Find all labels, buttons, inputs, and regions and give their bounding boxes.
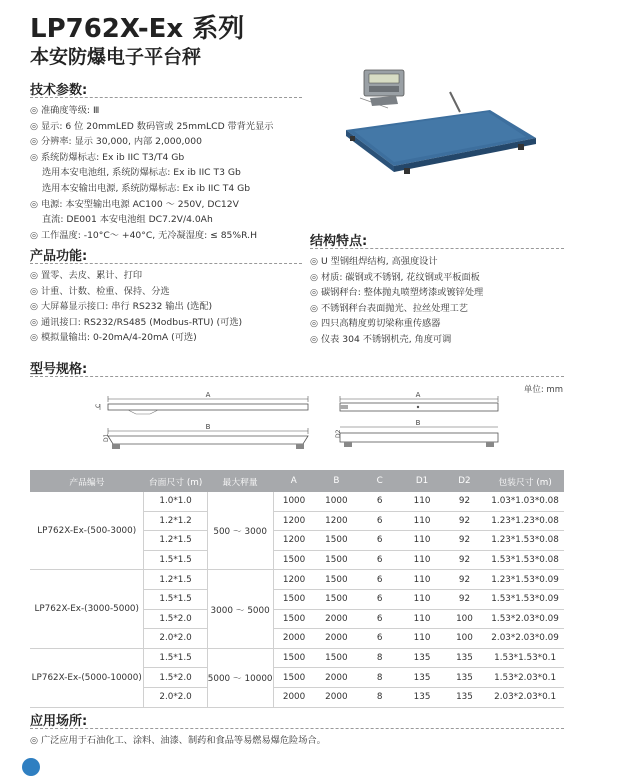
bullet-icon: ◎ bbox=[310, 318, 319, 330]
table-cell: 135 bbox=[443, 687, 486, 707]
column-header: C bbox=[358, 470, 401, 492]
table-cell: 1500 bbox=[273, 648, 315, 668]
table-cell: 1.2*1.5 bbox=[144, 531, 207, 551]
table-cell: 92 bbox=[443, 570, 486, 590]
table-cell: 110 bbox=[401, 531, 442, 551]
bullet-icon: ◎ bbox=[30, 316, 39, 328]
table-cell: 1.2*1.2 bbox=[144, 511, 207, 531]
brand-dot-icon bbox=[22, 758, 40, 776]
table-cell: 6 bbox=[358, 511, 401, 531]
table-cell: 2000 bbox=[315, 609, 359, 629]
table-cell: 6 bbox=[358, 531, 401, 551]
table-cell: 6 bbox=[358, 609, 401, 629]
bullet-icon: ◎ bbox=[310, 333, 319, 345]
tech-spec-list bbox=[30, 103, 274, 243]
table-cell: 1.23*1.53*0.09 bbox=[486, 570, 564, 590]
table-cell: 92 bbox=[443, 550, 486, 570]
table-cell: 1.5*2.0 bbox=[144, 668, 207, 688]
table-cell: 1.53*1.53*0.09 bbox=[486, 589, 564, 609]
structure-item: ◎ 仪表 304 不锈钢机壳, 角度可调 bbox=[310, 332, 483, 348]
column-header: 产品编号 bbox=[30, 470, 144, 492]
section-heading-tech: 技术参数: bbox=[30, 83, 88, 98]
model-spec-table bbox=[30, 470, 564, 708]
table-cell: 1.53*2.03*0.1 bbox=[486, 668, 564, 688]
bullet-icon: ◎ bbox=[30, 151, 39, 163]
bullet-icon: ◎ bbox=[30, 105, 39, 116]
table-row bbox=[30, 570, 564, 590]
page-title: LP762X-Ex 系列 bbox=[30, 14, 245, 44]
table-cell: 110 bbox=[401, 629, 442, 649]
table-cell: 1.23*1.53*0.08 bbox=[486, 531, 564, 551]
bullet-icon: ◎ bbox=[30, 229, 39, 241]
table-row bbox=[30, 492, 564, 511]
model-number-cell: LP762X-Ex-(500-3000) bbox=[30, 492, 144, 570]
table-cell: 6 bbox=[358, 589, 401, 609]
tech-spec-item: 选用本安输出电源, 系统防爆标志: Ex ib IIC T4 Gb bbox=[42, 182, 251, 194]
function-item: ◎ 通讯接口: RS232/RS485 (Modbus-RTU) (可选) bbox=[30, 315, 242, 331]
table-cell: 110 bbox=[401, 492, 442, 511]
table-cell: 1.0*1.0 bbox=[144, 492, 207, 511]
tech-spec-item: ◎ 显示: 6 位 20mmLED 数码管或 25mmLCD 带背光显示 bbox=[30, 119, 274, 135]
table-cell: 1200 bbox=[273, 511, 315, 531]
bullet-icon: ◎ bbox=[30, 198, 39, 210]
bullet-icon: ◎ bbox=[30, 735, 39, 746]
tech-spec-item: ◎ 电源: 本安型输出电源 AC100 ～ 250V, DC12V bbox=[30, 197, 274, 213]
table-cell: 135 bbox=[443, 648, 486, 668]
max-capacity-cell: 5000 ～ 10000 bbox=[207, 648, 273, 707]
tech-spec-item: ◎ 工作温度: -10°C～ +40°C, 无冷凝湿度: ≤ 85%R.H bbox=[30, 228, 274, 244]
divider bbox=[310, 248, 564, 249]
column-header: 台面尺寸 (m) bbox=[144, 470, 207, 492]
table-cell: 110 bbox=[401, 570, 442, 590]
table-cell: 1500 bbox=[315, 589, 359, 609]
model-number-cell: LP762X-Ex-(5000-10000) bbox=[30, 648, 144, 707]
structure-item: ◎ U 型钢组焊结构, 高强度设计 bbox=[310, 254, 483, 270]
table-cell: 135 bbox=[401, 648, 442, 668]
table-cell: 110 bbox=[401, 511, 442, 531]
table-cell: 1500 bbox=[273, 589, 315, 609]
bullet-icon: ◎ bbox=[30, 120, 39, 132]
table-header-row bbox=[30, 470, 564, 492]
table-cell: 1500 bbox=[273, 609, 315, 629]
table-cell: 6 bbox=[358, 492, 401, 511]
table-cell: 2.03*2.03*0.1 bbox=[486, 687, 564, 707]
table-cell: 1000 bbox=[273, 492, 315, 511]
section-heading-functions: 产品功能: bbox=[30, 249, 88, 264]
tech-spec-item: ◎ 分辨率: 显示 30,000, 内部 2,000,000 bbox=[30, 134, 274, 150]
bullet-icon: ◎ bbox=[30, 285, 39, 297]
table-cell: 1.2*1.5 bbox=[144, 570, 207, 590]
table-cell: 1500 bbox=[315, 550, 359, 570]
table-cell: 1500 bbox=[273, 668, 315, 688]
structure-item: ◎ 不锈钢秤台表面抛光、拉丝处理工艺 bbox=[310, 301, 483, 317]
table-cell: 1.53*2.03*0.09 bbox=[486, 609, 564, 629]
column-header: A bbox=[273, 470, 315, 492]
dim-label-d1: D1 bbox=[103, 433, 110, 442]
structure-item: ◎ 材质: 碳钢或不锈钢, 花纹钢或平板面板 bbox=[310, 270, 483, 286]
table-cell: 1500 bbox=[315, 648, 359, 668]
page-subtitle: 本安防爆电子平台秤 bbox=[30, 46, 202, 68]
bullet-icon: ◎ bbox=[310, 256, 319, 267]
table-cell: 1.5*1.5 bbox=[144, 550, 207, 570]
column-header: D2 bbox=[443, 470, 486, 492]
side-view-diagram bbox=[95, 391, 318, 458]
table-cell: 1200 bbox=[273, 570, 315, 590]
dim-label-b: B bbox=[205, 423, 211, 431]
table-cell: 1500 bbox=[315, 531, 359, 551]
table-cell: 8 bbox=[358, 648, 401, 668]
divider bbox=[30, 263, 302, 264]
svg-text:A: A bbox=[415, 391, 421, 399]
table-cell: 6 bbox=[358, 629, 401, 649]
table-cell: 1000 bbox=[315, 492, 359, 511]
table-cell: 1.53*1.53*0.1 bbox=[486, 648, 564, 668]
table-cell: 6 bbox=[358, 570, 401, 590]
table-cell: 2.0*2.0 bbox=[144, 629, 207, 649]
unit-label: 单位: mm bbox=[523, 385, 563, 395]
table-cell: 135 bbox=[401, 668, 442, 688]
table-cell: 1.5*1.5 bbox=[144, 648, 207, 668]
table-cell: 2000 bbox=[315, 668, 359, 688]
table-cell: 92 bbox=[443, 589, 486, 609]
table-cell: 92 bbox=[443, 492, 486, 511]
table-cell: 100 bbox=[443, 609, 486, 629]
column-header: D1 bbox=[401, 470, 442, 492]
bullet-icon: ◎ bbox=[30, 332, 39, 344]
table-cell: 2000 bbox=[273, 687, 315, 707]
tech-spec-item: ◎ 系统防爆标志: Ex ib IIC T3/T4 Gb bbox=[30, 150, 274, 166]
dim-label-c: C bbox=[95, 403, 102, 408]
table-cell: 1.53*1.53*0.08 bbox=[486, 550, 564, 570]
table-cell: 1200 bbox=[273, 531, 315, 551]
tech-spec-item: 选用本安电池组, 系统防爆标志: Ex ib IIC T3 Gb bbox=[42, 167, 241, 179]
section-heading-application: 应用场所: bbox=[30, 714, 88, 729]
section-heading-structure: 结构特点: bbox=[310, 234, 368, 249]
column-header: 最大秤量 bbox=[207, 470, 273, 492]
bullet-icon: ◎ bbox=[310, 302, 319, 314]
model-number-cell: LP762X-Ex-(3000-5000) bbox=[30, 570, 144, 648]
table-row bbox=[30, 648, 564, 668]
section-heading-models: 型号规格: bbox=[30, 362, 88, 377]
table-cell: 135 bbox=[401, 687, 442, 707]
structure-item: ◎ 碳钢秤台: 整体抛丸喷塑烤漆或镀锌处理 bbox=[310, 285, 483, 301]
platform-scale-photo bbox=[340, 68, 540, 186]
table-cell: 92 bbox=[443, 531, 486, 551]
table-cell: 2.03*2.03*0.09 bbox=[486, 629, 564, 649]
max-capacity-cell: 3000 ～ 5000 bbox=[207, 570, 273, 648]
divider bbox=[30, 728, 564, 729]
table-cell: 1500 bbox=[315, 570, 359, 590]
max-capacity-cell: 500 ～ 3000 bbox=[207, 492, 273, 570]
table-cell: 2000 bbox=[315, 629, 359, 649]
table-cell: 1200 bbox=[315, 511, 359, 531]
structure-list bbox=[310, 254, 483, 348]
structure-item: ◎ 四只高精度剪切梁称重传感器 bbox=[310, 316, 483, 332]
table-cell: 8 bbox=[358, 687, 401, 707]
top-view-diagram bbox=[318, 392, 502, 458]
table-cell: 8 bbox=[358, 668, 401, 688]
bullet-icon: ◎ bbox=[310, 287, 319, 299]
application-text: ◎ 广泛应用于石油化工、涂料、油漆、制药和食品等易燃易爆危险场合。 bbox=[30, 735, 326, 746]
table-cell: 2.0*2.0 bbox=[144, 687, 207, 707]
tech-spec-item: 直流: DE001 本安电池组 DC7.2V/4.0Ah bbox=[42, 214, 213, 226]
table-cell: 1.5*1.5 bbox=[144, 589, 207, 609]
column-header: 包装尺寸 (m) bbox=[486, 470, 564, 492]
bullet-icon: ◎ bbox=[30, 301, 39, 313]
svg-text:B: B bbox=[415, 419, 421, 427]
table-cell: 110 bbox=[401, 589, 442, 609]
table-cell: 1.5*2.0 bbox=[144, 609, 207, 629]
table-cell: 1.03*1.03*0.08 bbox=[486, 492, 564, 511]
table-cell: 92 bbox=[443, 511, 486, 531]
function-item: ◎ 模拟量输出: 0-20mA/4-20mA (可选) bbox=[30, 330, 242, 346]
bullet-icon: ◎ bbox=[310, 271, 319, 283]
divider bbox=[30, 376, 564, 377]
column-header: B bbox=[315, 470, 359, 492]
function-list bbox=[30, 268, 242, 346]
table-cell: 2000 bbox=[315, 687, 359, 707]
table-cell: 1500 bbox=[273, 550, 315, 570]
function-item: ◎ 大屏幕显示接口: 串行 RS232 输出 (选配) bbox=[30, 299, 242, 315]
table-cell: 6 bbox=[358, 550, 401, 570]
function-item: ◎ 计重、计数、检重、保持、分选 bbox=[30, 284, 242, 300]
table-cell: 100 bbox=[443, 629, 486, 649]
table-cell: 1.23*1.23*0.08 bbox=[486, 511, 564, 531]
tech-spec-item: ◎ 准确度等级: Ⅲ bbox=[30, 103, 274, 119]
bullet-icon: ◎ bbox=[30, 136, 39, 148]
table-cell: 135 bbox=[443, 668, 486, 688]
table-cell: 2000 bbox=[273, 629, 315, 649]
table-cell: 110 bbox=[401, 609, 442, 629]
dim-label-a: A bbox=[205, 391, 211, 399]
table-cell: 110 bbox=[401, 550, 442, 570]
divider bbox=[30, 97, 302, 98]
bullet-icon: ◎ bbox=[30, 270, 39, 281]
dim-label-d2: D2 bbox=[335, 429, 342, 438]
function-item: ◎ 置零、去皮、累计、打印 bbox=[30, 268, 242, 284]
